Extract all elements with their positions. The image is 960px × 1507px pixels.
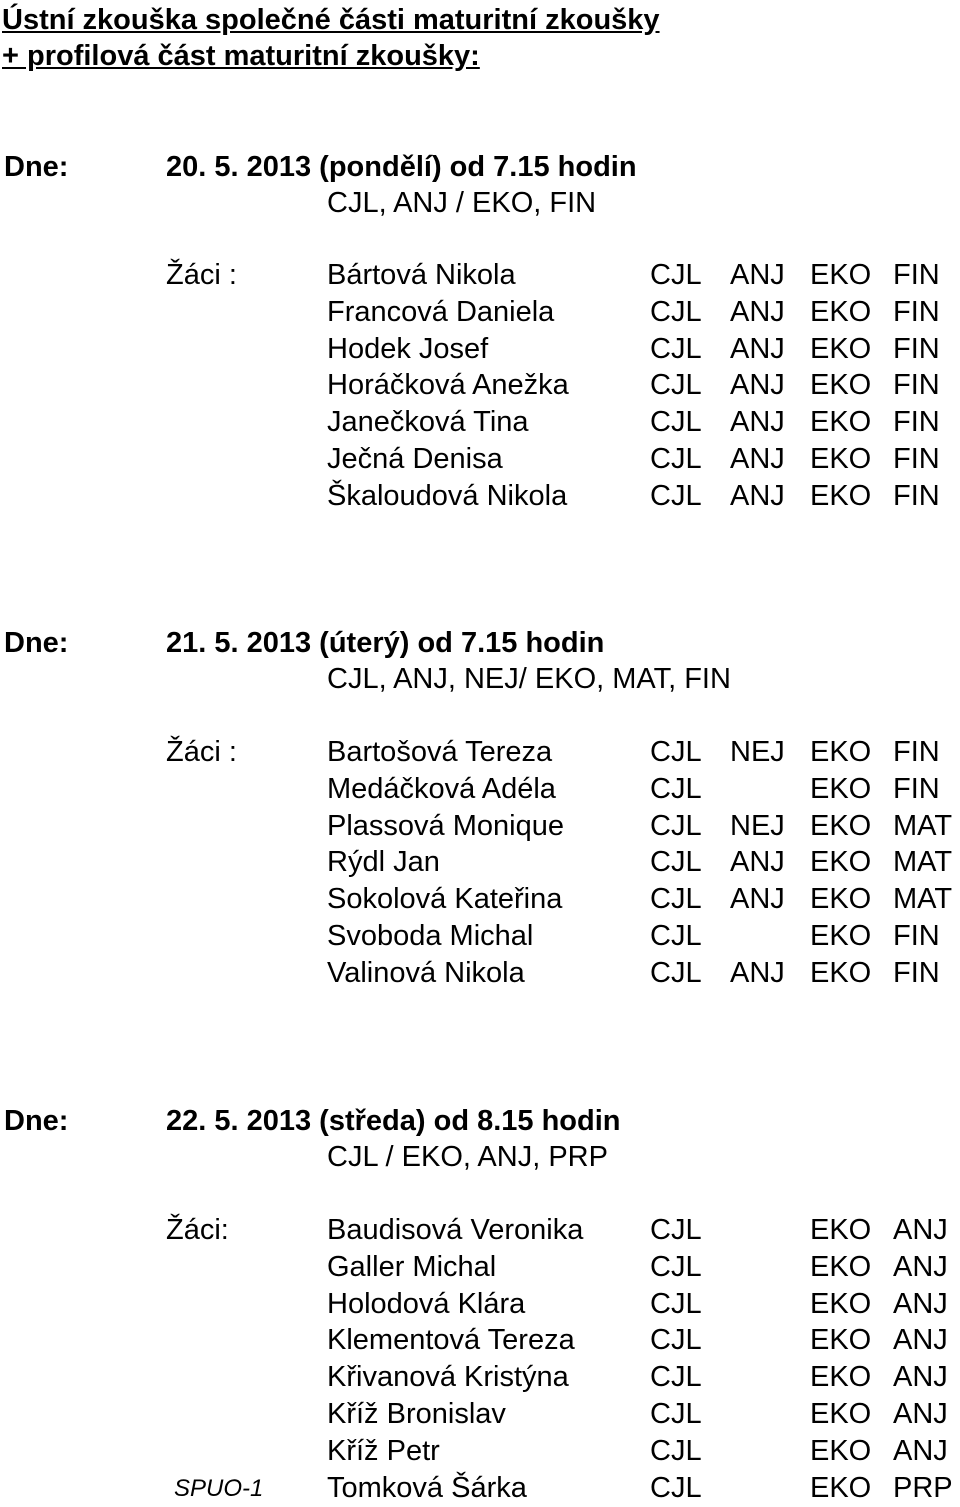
student-name: Křivanová Kristýna [327,1361,569,1394]
subject-4: ANJ [893,1361,948,1394]
subject-2: ANJ [730,259,785,291]
subject-3: EKO [810,846,872,879]
subject-2: ANJ [730,332,785,365]
subject-1: CJL [650,479,702,512]
subject-3: EKO [810,332,872,365]
student-name: Kříž Bronislav [327,1398,506,1430]
subject-1: CJL [650,1324,702,1357]
subject-4: FIN [893,736,940,768]
subject-4: ANJ [893,1324,948,1357]
exam-date: 21. 5. 2013 (úterý) od 7.15 hodin [166,627,605,659]
subject-3: EKO [810,479,872,512]
subject-4: ANJ [893,1398,948,1430]
student-name: Horáčková Anežka [327,369,569,402]
subject-3: EKO [810,443,872,475]
student-row [0,367,960,404]
document-title-line2: + profilová část maturitní zkoušky: [2,40,480,72]
student-row [0,844,960,881]
subject-4: FIN [893,772,940,805]
subject-2: ANJ [730,406,785,439]
subject-1: CJL [650,772,702,805]
student-row [0,771,960,808]
exam-subjects: CJL, ANJ, NEJ/ EKO, MAT, FIN [327,663,731,695]
subject-4: FIN [893,369,940,402]
subject-1: CJL [650,332,702,365]
student-row [0,955,960,992]
subject-2: ANJ [730,443,785,475]
subject-3: EKO [810,406,872,439]
student-row [0,1359,960,1396]
subject-3: EKO [810,1471,872,1504]
student-row [0,1212,960,1249]
student-row [0,1396,960,1433]
subject-3: EKO [810,1214,872,1246]
day-label: Dne: [4,627,69,659]
student-name: Holodová Klára [327,1287,526,1320]
subject-2: NEJ [730,809,785,842]
subject-1: CJL [650,1434,702,1467]
subject-1: CJL [650,1471,702,1504]
student-row [0,881,960,918]
student-row [0,1433,960,1470]
students-label: Žáci : [166,736,237,768]
subject-3: EKO [810,259,872,291]
subject-4: ANJ [893,1287,948,1320]
subject-1: CJL [650,956,702,989]
subject-4: ANJ [893,1434,948,1467]
subject-1: CJL [650,443,702,475]
subject-2: NEJ [730,736,785,768]
subject-4: PRP [893,1471,953,1504]
subject-1: CJL [650,1214,702,1246]
subject-4: MAT [893,883,953,916]
student-row [0,404,960,441]
subject-1: CJL [650,1361,702,1394]
subject-1: CJL [650,1398,702,1430]
student-name: Bártová Nikola [327,259,516,291]
subject-1: CJL [650,1250,702,1283]
day-label: Dne: [4,1105,69,1137]
subject-1: CJL [650,369,702,402]
subject-4: ANJ [893,1214,948,1246]
student-name: Plassová Monique [327,809,564,842]
subject-3: EKO [810,369,872,402]
subject-4: FIN [893,332,940,365]
subject-4: MAT [893,846,953,879]
subject-1: CJL [650,406,702,439]
subject-4: FIN [893,920,940,952]
student-name: Svoboda Michal [327,920,534,952]
exam-subjects: CJL, ANJ / EKO, FIN [327,187,597,219]
subject-2: ANJ [730,883,785,916]
student-name: Tomková Šárka [327,1471,527,1504]
student-name: Hodek Josef [327,332,489,365]
subject-4: ANJ [893,1250,948,1283]
subject-3: EKO [810,1361,872,1394]
student-name: Škaloudová Nikola [327,479,568,512]
student-name: Baudisová Veronika [327,1214,584,1246]
subject-3: EKO [810,956,872,989]
subject-1: CJL [650,883,702,916]
student-row [0,734,960,771]
students-label: Žáci: [166,1214,229,1246]
student-name: Valinová Nikola [327,956,525,989]
subject-4: MAT [893,809,953,842]
student-name: Galler Michal [327,1250,497,1283]
student-row [0,1470,960,1507]
subject-3: EKO [810,1250,872,1283]
student-row [0,331,960,368]
subject-1: CJL [650,1287,702,1320]
subject-3: EKO [810,772,872,805]
subject-4: FIN [893,259,940,291]
exam-date: 22. 5. 2013 (středa) od 8.15 hodin [166,1105,621,1137]
subject-1: CJL [650,846,702,879]
student-name: Medáčková Adéla [327,772,556,805]
exam-date: 20. 5. 2013 (pondělí) od 7.15 hodin [166,151,637,183]
student-row [0,1249,960,1286]
subject-4: FIN [893,443,940,475]
subject-1: CJL [650,736,702,768]
subject-3: EKO [810,1287,872,1320]
subject-1: CJL [650,259,702,291]
exam-subjects: CJL / EKO, ANJ, PRP [327,1141,608,1173]
subject-3: EKO [810,736,872,768]
subject-2: ANJ [730,479,785,512]
student-row [0,1286,960,1323]
subject-4: FIN [893,406,940,439]
subject-3: EKO [810,883,872,916]
subject-3: EKO [810,920,872,952]
subject-4: FIN [893,479,940,512]
day-label: Dne: [4,151,69,183]
student-row [0,1322,960,1359]
subject-3: EKO [810,1324,872,1357]
subject-3: EKO [810,1398,872,1430]
students-label: Žáci : [166,259,237,291]
student-row [0,257,960,294]
subject-3: EKO [810,295,872,328]
student-name: Francová Daniela [327,295,555,328]
subject-3: EKO [810,1434,872,1467]
subject-2: ANJ [730,846,785,879]
subject-1: CJL [650,920,702,952]
student-row [0,808,960,845]
subject-1: CJL [650,295,702,328]
student-name: Kříž Petr [327,1434,440,1467]
student-row [0,478,960,515]
student-name: Klementová Tereza [327,1324,575,1357]
subject-1: CJL [650,809,702,842]
student-row [0,294,960,331]
subject-4: FIN [893,956,940,989]
subject-4: FIN [893,295,940,328]
subject-2: ANJ [730,369,785,402]
subject-3: EKO [810,809,872,842]
student-name: Rýdl Jan [327,846,440,879]
document-title-line1: Ústní zkouška společné části maturitní zkoušky [2,4,660,36]
student-name: Bartošová Tereza [327,736,553,768]
student-row [0,918,960,955]
subject-2: ANJ [730,295,785,328]
student-name: Ječná Denisa [327,443,503,475]
student-name: Sokolová Kateřina [327,883,563,916]
student-name: Janečková Tina [327,406,529,439]
student-note: SPUO-1 [174,1474,264,1502]
student-row [0,441,960,478]
subject-2: ANJ [730,956,785,989]
